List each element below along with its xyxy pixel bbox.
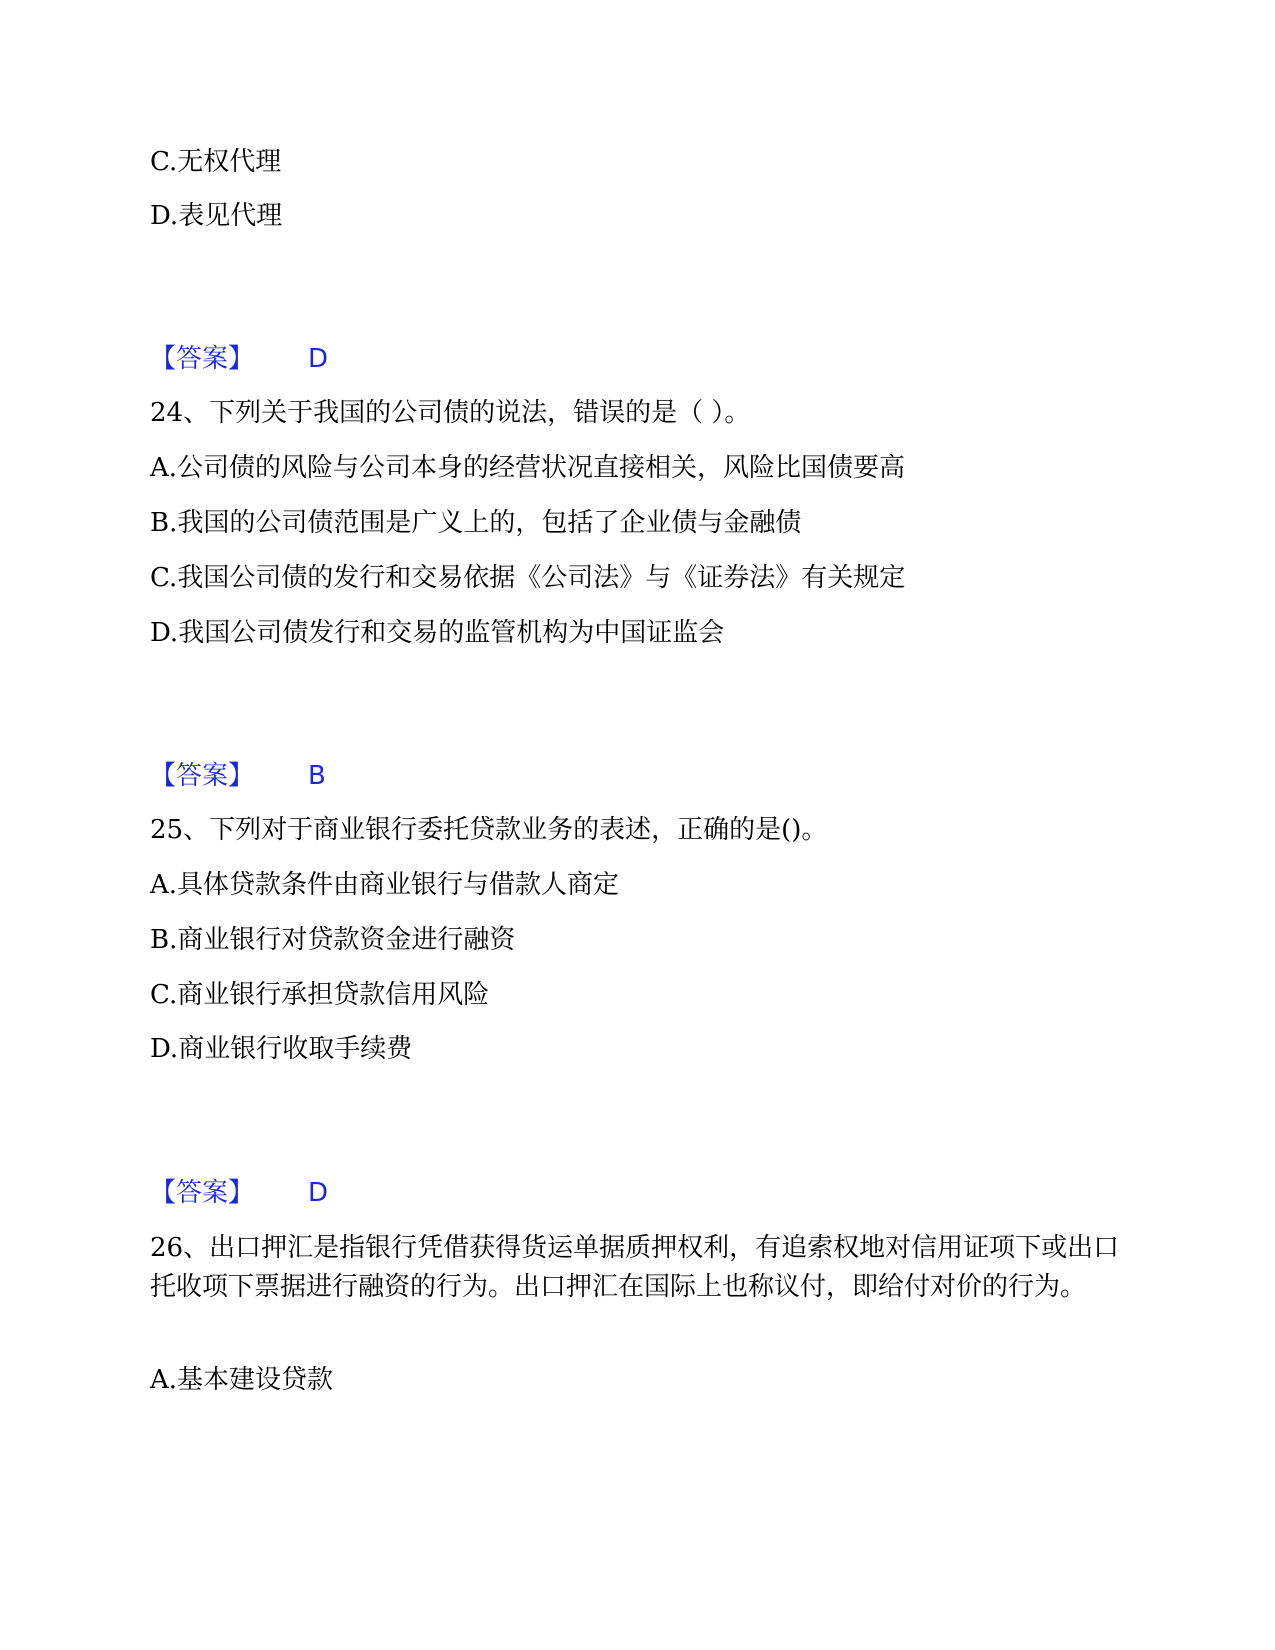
option-letter: D. [150, 618, 179, 648]
option-text: 我国的公司债范围是广义上的，包括了企业债与金融债 [177, 508, 802, 538]
option-text: 商业银行承担贷款信用风险 [177, 980, 490, 1010]
option-letter: C. [150, 980, 178, 1010]
option-letter: B. [150, 925, 178, 955]
option-text: 表见代理 [178, 201, 283, 231]
option-letter: B. [150, 508, 178, 538]
q25-option-c [150, 980, 489, 1010]
q24-option-a [150, 453, 905, 483]
option-text: 具体贷款条件由商业银行与借款人商定 [177, 870, 620, 900]
answer-value: D [308, 344, 329, 374]
q24-option-d [150, 618, 724, 648]
q23-option-d [150, 201, 282, 231]
option-text: 我国公司债的发行和交易依据《公司法》与《证券法》有关规定 [177, 563, 906, 593]
answer-label: 【答案】 [150, 344, 255, 374]
answer-value: B [308, 761, 326, 791]
q24-option-c [150, 563, 905, 593]
q24-option-b [150, 508, 801, 538]
q25-option-b [150, 925, 515, 955]
q25-answer [150, 1178, 329, 1208]
option-letter: A. [150, 1365, 178, 1395]
q25-option-a [150, 870, 619, 900]
option-letter: D. [150, 1034, 179, 1064]
q25-stem: 25、下列对于商业银行委托贷款业务的表述，正确的是()。 [150, 815, 828, 845]
option-letter: A. [150, 453, 178, 483]
answer-value: D [308, 1178, 329, 1208]
option-letter: A. [150, 870, 178, 900]
q23-answer [150, 344, 329, 374]
option-letter: C. [150, 147, 178, 177]
q24-answer [150, 761, 326, 791]
option-text: 无权代理 [177, 147, 282, 177]
q25-option-d [150, 1034, 412, 1064]
option-text: 基本建设贷款 [177, 1365, 334, 1395]
option-letter: C. [150, 563, 178, 593]
option-text: 商业银行对贷款资金进行融资 [177, 925, 516, 955]
option-text: 公司债的风险与公司本身的经营状况直接相关，风险比国债要高 [177, 453, 906, 483]
answer-label: 【答案】 [150, 761, 255, 791]
q24-stem: 24、下列关于我国的公司债的说法，错误的是（ ）。 [150, 398, 751, 428]
answer-label: 【答案】 [150, 1178, 255, 1208]
q26-option-a [150, 1365, 333, 1395]
option-text: 我国公司债发行和交易的监管机构为中国证监会 [178, 618, 725, 648]
q26-stem: 26、出口押汇是指银行凭借获得货运单据质押权利，有追索权地对信用证项下或出口托收项下票据进行融资的行为。出口押汇在国际上也称议付，即给付对价的行为。 [150, 1233, 1120, 1302]
option-text: 商业银行收取手续费 [178, 1034, 413, 1064]
q23-option-c [150, 147, 281, 177]
option-letter: D. [150, 201, 179, 231]
